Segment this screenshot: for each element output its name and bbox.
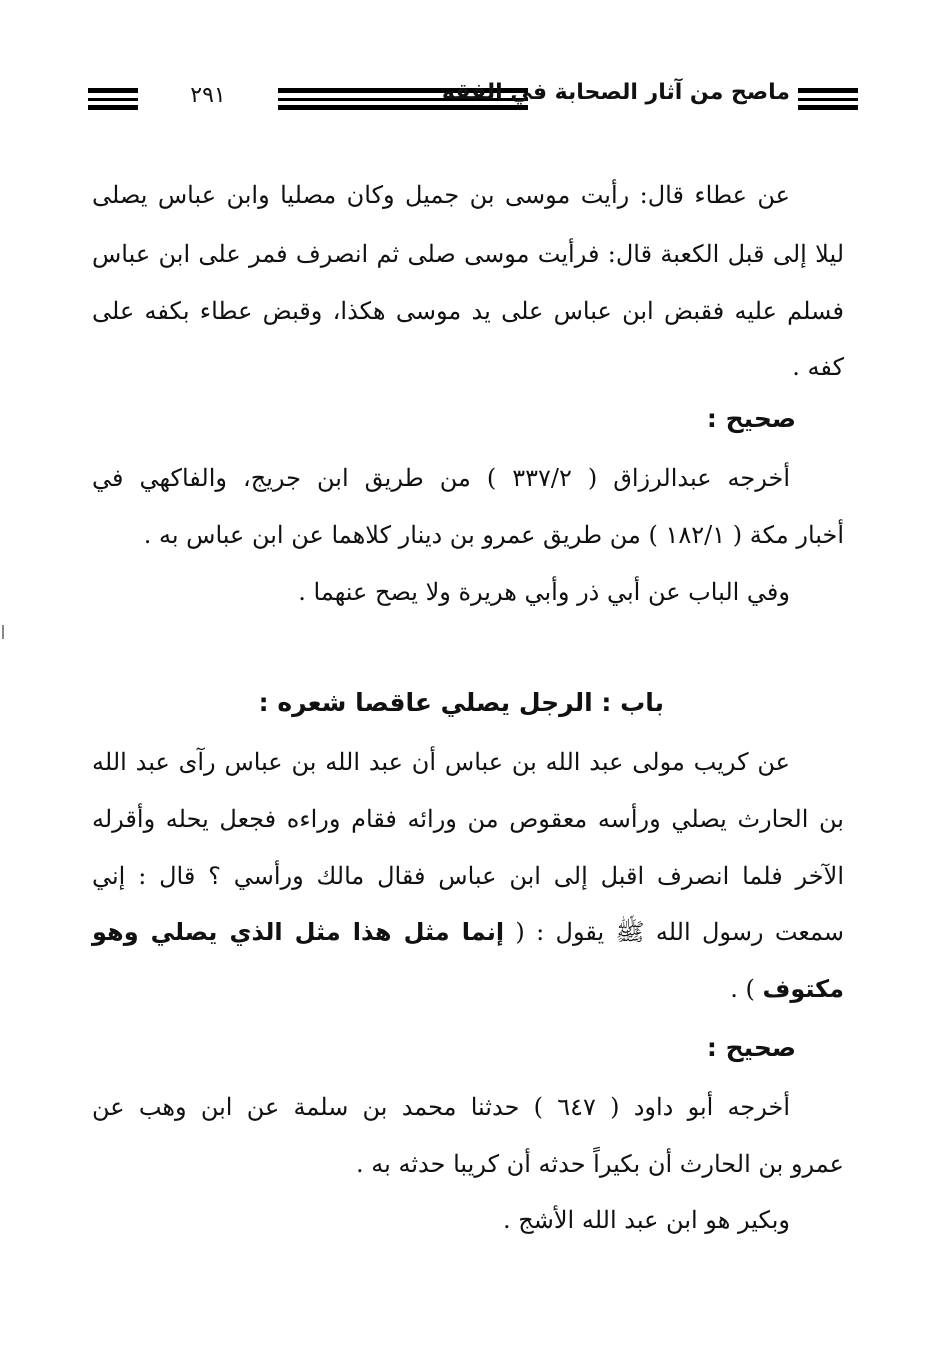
text-line: فسلم عليه فقبض ابن عباس على يد موسى هكذا، وقبض عطاء بكفه على — [92, 297, 844, 325]
text-line: ليلا إلى قبل الكعبة قال: فرأيت موسى صلى ثم انصرف فمر على ابن عباس — [92, 240, 844, 268]
hadith-prefix: سمعت رسول الله ﷺ يقول : ( — [515, 918, 844, 946]
text-line: عن عطاء قال: رأيت موسى بن جميل وكان مصليا وابن عباس يصلى — [92, 181, 791, 209]
note-line: وبكير هو ابن عبد الله الأشج . — [503, 1206, 790, 1234]
page-number: ٢٩١ — [190, 83, 226, 108]
hadith-line — [92, 915, 844, 949]
chapter-title: باب : الرجل يصلي عاقصا شعره : — [258, 688, 664, 717]
hadith-text: إنما مثل هذا مثل الذي يصلي وهو — [92, 918, 505, 946]
text-line: كفه . — [792, 353, 844, 381]
grade-heading: صحيح : — [706, 1033, 796, 1062]
running-title: ماصح من آثار الصحابة في الفقه — [441, 80, 790, 105]
takhrij-line: أخرجه أبو داود ( ٦٤٧ ) حدثنا محمد بن سلمة عن ابن وهب عن — [92, 1093, 790, 1121]
hadith-text: مكتوف — [762, 975, 844, 1003]
text-line: بن الحارث يصلي ورأسه معقوص من ورائه فقام وراءه فجعل يحله وأقرله — [92, 805, 844, 833]
hadith-line-end — [92, 972, 844, 1006]
takhrij-line: أخبار مكة ( ١٨٢/١ ) من طريق عمرو بن دينار كلاهما عن ابن عباس به . — [143, 521, 844, 549]
takhrij-line: عمرو بن الحارث أن بكيراً حدثه أن كريبا حدثه به . — [356, 1150, 844, 1178]
page-body — [92, 0, 844, 1362]
scan-mark — [2, 625, 4, 639]
text-line: الآخر فلما انصرف اقبل إلى ابن عباس فقال مالك ورأسي ؟ قال : إني — [92, 862, 844, 890]
grade-heading: صحيح : — [706, 404, 796, 433]
note-line: وفي الباب عن أبي ذر وأبي هريرة ولا يصح عنهما . — [298, 578, 790, 606]
text-line: عن كريب مولى عبد الله بن عباس أن عبد الله بن عباس رآى عبد الله — [92, 748, 790, 776]
takhrij-line: أخرجه عبدالرزاق ( ٣٣٧/٢ ) من طريق ابن جريج، والفاكهي في — [92, 464, 790, 492]
hadith-close: ) . — [730, 975, 755, 1003]
